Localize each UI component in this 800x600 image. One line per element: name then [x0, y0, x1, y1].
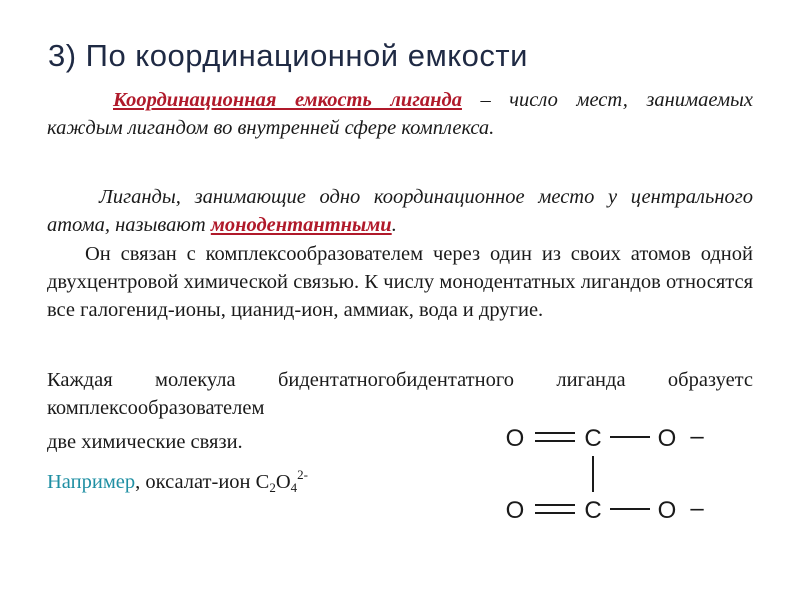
- bidentate-paragraph: Каждая молекула бидентатногобидентатного лиганда образуетс комплексообразователем: [47, 369, 753, 419]
- formula-sub-2: 2: [269, 480, 276, 495]
- monodentate-text: Лиганды, занимающие одно координационное место у центрального атома, называют: [47, 186, 753, 236]
- monodentate-paragraph: [47, 183, 753, 239]
- charge-top: –: [690, 423, 704, 450]
- bond-paragraph: Он связан с комплексообразователем через один из своих атомов одной двухцентровой химической связью. К числу монодентатных лигандов относятся все галогенид-ионы, цианид-ион, аммиак, вода и другие.: [47, 243, 753, 321]
- atom-o-top-left: O: [505, 425, 525, 452]
- definition-paragraph: [47, 86, 753, 142]
- formula-sub-4: 4: [290, 480, 298, 495]
- charge-bottom: –: [690, 495, 704, 522]
- formula-oxygen: O: [275, 471, 291, 493]
- bidentate-bonds-line: две химические связи.: [47, 431, 243, 453]
- atom-o-bottom-left: O: [505, 497, 525, 524]
- atom-c-bottom: C: [584, 497, 602, 524]
- example-word: Например: [47, 471, 136, 493]
- formula-charge: 2-: [297, 467, 308, 482]
- oxalate-structure-diagram: [495, 410, 720, 535]
- definition-text: – число мест, занимаемых каждым лигандом во внутренней сфере комплекса.: [47, 89, 754, 139]
- slide-title: 3) По координационной емкости: [48, 38, 528, 73]
- term-coordination-capacity: Координационная емкость лиганда: [113, 89, 462, 111]
- atom-o-bottom-right: O: [657, 497, 677, 524]
- atom-c-top: C: [584, 425, 602, 452]
- atom-o-top-right: O: [657, 425, 677, 452]
- monodentate-period: .: [391, 214, 397, 236]
- term-monodentate: монодентантными: [210, 214, 392, 236]
- example-text: , оксалат-ион C: [135, 471, 270, 493]
